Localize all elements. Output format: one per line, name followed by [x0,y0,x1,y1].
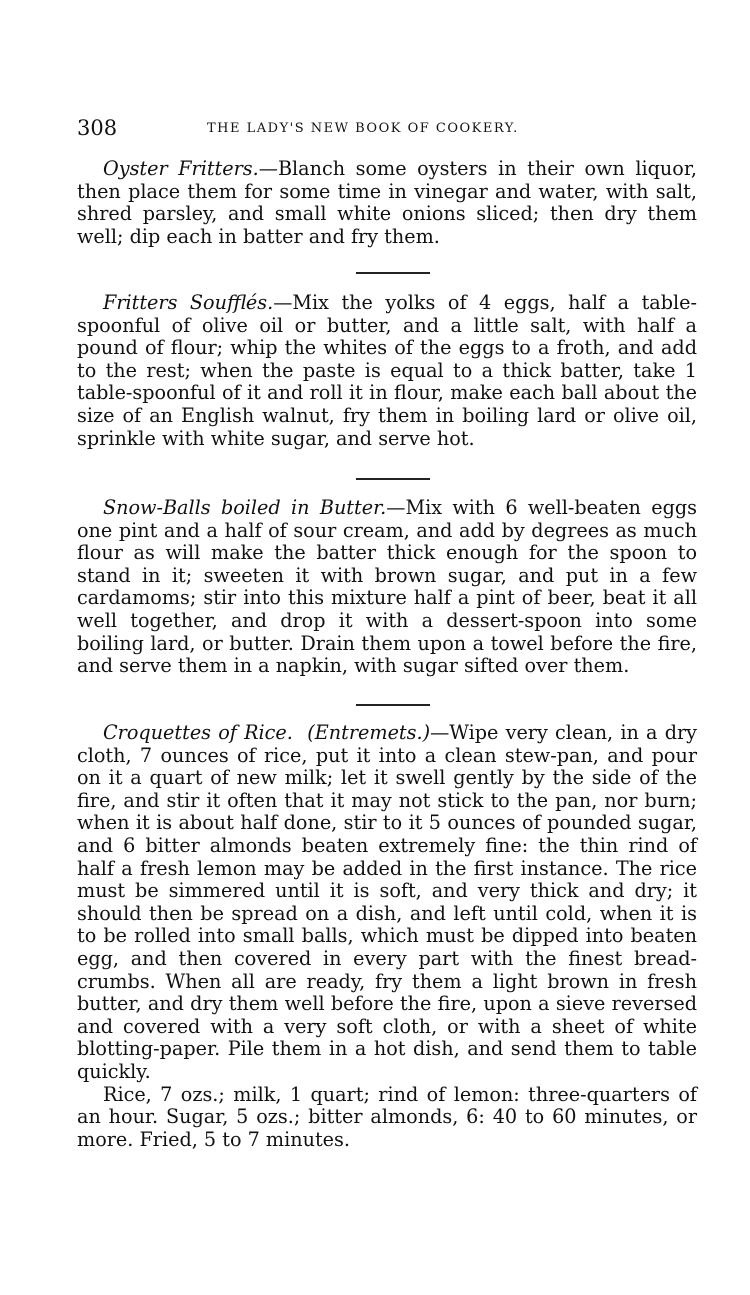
page-number: 308 [77,116,118,140]
recipe-title: Oyster Fritters. [103,157,259,180]
recipe-quantities: Rice, 7 ozs.; milk, 1 quart; rind of lemon: three-quarters of an hour. Sugar, 5 ozs.; bitter almonds, 6: 40 to 60 minutes, or more. Fried, 5 to 7 minutes. [77,1082,697,1151]
recipe-oyster-fritters [77,158,697,248]
recipe-snow-balls [77,497,697,678]
recipe-subtitle: (Entremets.) [307,721,431,744]
recipe-title: Snow-Balls boiled in Butter. [103,496,387,519]
recipe-croquettes-of-rice [77,722,697,1151]
recipe-paragraph [77,722,697,1084]
recipe-paragraph [77,158,697,248]
recipe-text: —Blanch some oysters in their own liquor, then place them for some time in vinegar and water, with salt, shred parsley, and small white onions sliced; then dry them well; dip each in batter and fry them. [77,157,697,248]
recipe-text: —Mix with 6 well-beaten eggs one pint and a half of sour cream, and add by degrees as much flour as will make the batter thick enough for the spoon to stand in it; sweeten it with brown sugar, and put in a few cardamoms; stir into this mixture half a pint of beer, beat it all well together, and drop it with a dessert-spoon into some boiling lard, or butter. Drain them upon a towel before the fire, and serve them in a napkin, with sugar sifted over them. [77,496,697,678]
recipe-paragraph [77,497,697,678]
section-divider [356,272,430,274]
recipe-fritters-souffles [77,292,697,450]
page-header [77,116,697,142]
recipe-text: —Mix the yolks of 4 eggs, half a table-spoonful of olive oil or butter, and a little salt, with half a pound of flour; whip the whites of the eggs to a froth, and add to the rest; when the paste is equal to a thick batter, take 1 table-spoonful of it and roll it in flour, make each ball about the size of an English walnut, fry them in boiling lard or olive oil, sprinkle with white sugar, and serve hot. [77,291,697,450]
recipe-title: Croquettes of Rice. [103,721,293,744]
section-divider [356,478,430,480]
running-title: THE LADY'S NEW BOOK OF COOKERY. [207,121,519,136]
section-divider [356,704,430,706]
recipe-text: —Wipe very clean, in a dry cloth, 7 ounces of rice, put it into a clean stew-pan, and pour on it a quart of new milk; let it swell gently by the side of the fire, and stir it often that it may not stick to the pan, nor burn; when it is about half done, stir to it 5 ounces of pounded sugar, and 6 bitter almonds beaten extremely fine: the thin rind of half a fresh lemon may be added in the first instance. The rice must be simmered until it is soft, and very thick and dry; it should then be spread on a dish, and left until cold, when it is to be rolled into small balls, which must be dipped into beaten egg, and then covered in every part with the finest bread-crumbs. When all are ready, fry them a light brown in fresh butter, and dry them well before the fire, upon a sieve reversed and covered with a very soft cloth, or with a sheet of white blotting-paper. Pile them in a hot dish, and send them to table quickly. [77,721,697,1083]
recipe-title: Fritters Soufflés. [103,291,274,314]
recipe-paragraph [77,292,697,450]
